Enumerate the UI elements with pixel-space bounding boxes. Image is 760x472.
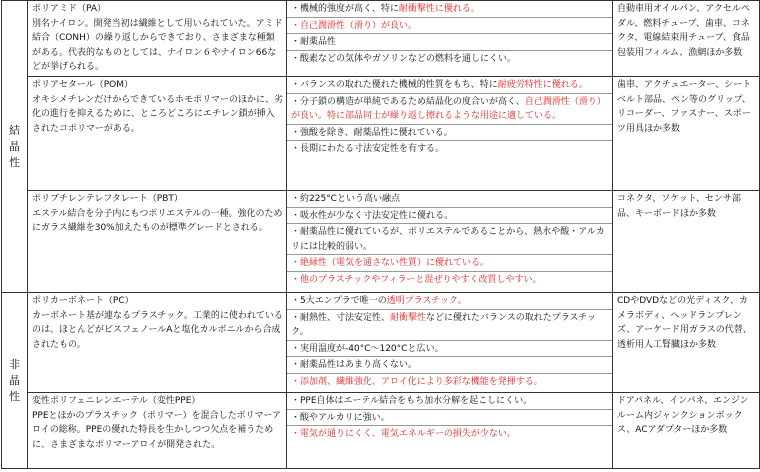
uses-cell: 自動車用オイルパン、アクセルペダル、燃料チューブ、歯車、コネクタ、電線結束用チューブ、食品包装用フィルム、漁網ほか多数 (613, 1, 760, 77)
property-highlight: 透明プラスチック。 (386, 296, 467, 306)
table-row (2, 293, 760, 393)
property-line (287, 393, 612, 410)
property-text: ・分子鎖の構造が単純であるため結晶化の度合いが高く、 (291, 96, 525, 107)
property-line (287, 77, 612, 94)
description-cell (28, 191, 287, 293)
uses-cell: 歯車、アクチュエーター、シートベルト部品、ペン等のグリップ、リコーダー、ファスナー、スポーツ用具ほか多数 (613, 77, 760, 191)
property-highlight: 耐衝撃性に優れる。 (398, 4, 480, 14)
category-amorphous (2, 293, 28, 469)
property-line (287, 51, 612, 67)
description-cell (28, 77, 287, 191)
uses-cell: ドアパネル、インパネ、エンジンルーム内ジャンクションボックス、ACアダプターほか多数 (613, 393, 760, 469)
category-char: 晶 (9, 139, 20, 153)
property-line (287, 125, 612, 142)
property-line (287, 191, 612, 208)
property-highlight: ・絶縁性（電気を通さない性質）に優れている。 (291, 258, 490, 269)
property-text: ・PPE自体はエーテル結合をもち加水分解を起こしにくい。 (291, 396, 533, 406)
property-text: ・耐薬品性に優れているが、ポリエステルであることから、熱水や酸・アルカリには比較的弱い。 (291, 227, 605, 252)
property-line (287, 255, 612, 272)
property-line (287, 410, 612, 427)
table-row (2, 77, 760, 191)
property-line (287, 224, 612, 255)
property-text: ・耐薬品性 (291, 37, 337, 48)
property-text: ・バランスの取れた優れた機械的性質をもち、特に (291, 80, 498, 90)
properties-cell (287, 293, 613, 393)
category-char: 結 (9, 123, 20, 137)
table-row (2, 191, 760, 293)
uses-cell: CDやDVDなどの光ディスク、カメラボディ、ヘッドランプレンズ、アーケード用ガラスの代替、透析用人工腎臓ほか多数 (613, 293, 760, 393)
properties-cell (287, 1, 613, 77)
property-text: ・実用温度が-40°C〜120°Cと広い。 (291, 343, 444, 354)
property-line (287, 341, 612, 358)
property-text: ・耐熱性、寸法安定性、 (291, 312, 391, 323)
property-line (287, 94, 612, 125)
polymer-name: ポリカーボネート（PC） (32, 296, 134, 306)
description-cell (28, 1, 287, 77)
category-char: 晶 (9, 373, 20, 387)
properties-cell (287, 191, 613, 293)
polymer-description: 別名ナイロン。開発当初は繊維として用いられていた。アミド結合（CONH）の繰り返しからできており、さまざまな種類がある。代表的なものとしては、ナイロン６やナイロン66などが挙げられる。 (32, 18, 283, 73)
property-text: ・長期にわたる寸法安定性を有する。 (291, 144, 445, 155)
property-highlight: 耐疲労特性に優れる。 (497, 80, 588, 90)
property-line (287, 293, 612, 310)
plastics-table (1, 0, 760, 469)
property-line (287, 310, 612, 341)
polymer-description: エステル結合を分子内にもつポリエステルの一種。強化のためにガラス繊維を30%加えたものが標準グレードとされる。 (32, 208, 283, 234)
category-crystalline (2, 1, 28, 293)
property-highlight: ・添加剤、繊維強化、アロイ化により多彩な機能を発揮する。 (291, 376, 543, 387)
uses-cell: コネクタ、ソケット、センサ部品、キーボードほか多数 (613, 191, 760, 293)
property-line (287, 141, 612, 157)
property-text: ・酸素などの気体やガソリンなどの燃料を通しにくい。 (291, 53, 517, 64)
properties-cell (287, 77, 613, 191)
property-line (287, 272, 612, 288)
property-text: ・耐薬品性はあまり高くない。 (291, 360, 418, 371)
table-row (2, 393, 760, 469)
polymer-name: ポリブチレンテレフタレート（PBT） (32, 194, 183, 204)
description-cell (28, 393, 287, 469)
property-highlight: ・他のプラスチックやフィラーと混ぜりやすく改質しやすい。 (291, 274, 542, 285)
property-text: などに優れたバランスの取れたプラスチック。 (291, 312, 597, 338)
polymer-name: 変性ポリフェニレンエーテル（変性PPE） (32, 396, 201, 406)
property-text: ・5大エンプラで唯一の (291, 296, 387, 306)
property-line (287, 18, 612, 35)
property-text: ・約225°Cという高い融点 (291, 194, 400, 204)
polymer-description: オキシメチレンだけからできているホモポリマーのほかに、劣化の進行を抑えるために、ところどころにエチレン鎖が挿入されたコポリマーがある。 (32, 94, 283, 134)
property-line (287, 426, 612, 442)
property-line (287, 208, 612, 225)
property-highlight: 耐衝撃性 (390, 312, 427, 323)
property-text: ・酸やアルカリに強い。 (291, 412, 390, 423)
property-line (287, 357, 612, 374)
property-highlight: ・自己潤滑性（滑り）が良い。 (291, 20, 418, 31)
property-highlight: ・電気が通りにくく、電気エネルギーの損失が少ない。 (291, 429, 516, 440)
properties-cell (287, 393, 613, 469)
property-text: ・機械的強度が高く、特に (291, 4, 399, 14)
polymer-name: ポリアミド（PA） (32, 4, 107, 14)
property-line (287, 34, 612, 51)
category-char: 性 (9, 155, 20, 169)
property-line (287, 1, 612, 18)
category-char: 非 (9, 357, 20, 371)
property-text: ・強酸を除き、耐薬品性に優れている。 (291, 127, 453, 138)
polymer-description: PPEとほかのプラスチック（ポリマー）を混合したポリマーアロイの総称。PPEの優れた特長を生かしつつ欠点を補うために、さまざまなポリマーアロイが開発された。 (32, 410, 282, 450)
polymer-description: カーボネート基が連なるプラスチック。工業的に使われているのは、ほとんどがビスフェノールAと塩化カルボニルから合成されたもの。 (32, 310, 283, 350)
property-highlight: 自己潤滑性（滑り）が良い。特に部品同士が繰り返し擦れるような用途に適している。 (291, 96, 606, 122)
polymer-name: ポリアセタール（POM） (32, 80, 134, 90)
description-cell (28, 293, 287, 393)
table-row (2, 1, 760, 77)
property-line (287, 374, 612, 390)
property-text: ・吸水性が少なく寸法安定性に優れる。 (291, 210, 454, 221)
category-char: 性 (9, 389, 20, 403)
